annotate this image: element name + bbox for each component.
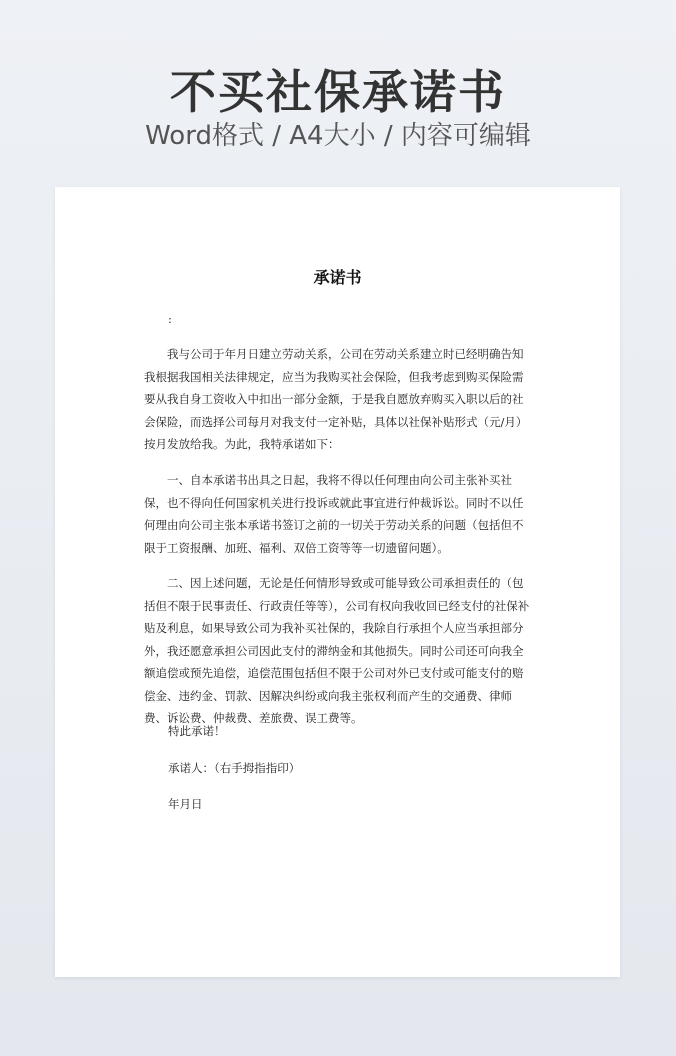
document-page	[55, 187, 620, 977]
document-salutation: :	[168, 312, 172, 326]
date-line: 年月日	[168, 797, 203, 811]
paragraph-two: 二、因上述问题，无论是任何情形导致或可能导致公司承担责任的（包括但不限于民事责任、行政责任等等），公司有权向我收回已经支付的社保补贴及利息，如果导致公司为我补买社保的，我除自行承担个人应当承担部分外，我还愿意承担公司因此支付的滞纳金和其他损失。同时公司还可向我全额追偿或预先追偿，追偿范围包括但不限于公司对外已支付或可能支付的赔偿金、违约金、罚款、因解决纠纷或向我主张权利而产生的交通费、律师费、诉讼费、仲裁费、差旅费、误工费等。	[144, 576, 530, 725]
paragraph-intro: 我与公司于年月日建立劳动关系，公司在劳动关系建立时已经明确告知我根据我国相关法律规定，应当为我购买社会保险，但我考虑到购买保险需要从我自身工资收入中扣出一部分金额，于是我自愿放弃购买入职以后的社会保险，而选择公司每月对我支付一定补贴，具体以社保补贴形式（元/月）按月发放给我。为此，我特承诺如下：	[144, 347, 528, 451]
paragraph-one: 一、自本承诺书出具之日起，我将不得以任何理由向公司主张补买社保，也不得向任何国家机关进行投诉或就此事宜进行仲裁诉讼。同时不以任何理由向公司主张本承诺书签订之前的一切关于劳动关系的问题（包括但不限于工资报酬、加班、福利、双倍工资等等一切遗留问题）。	[144, 473, 524, 555]
page-subtitle: Word格式 / A4大小 / 内容可编辑	[145, 121, 531, 151]
page-title: 不买社保承诺书	[170, 65, 506, 119]
signer-line: 承诺人：（右手拇指指印）	[168, 761, 301, 775]
document-title: 承诺书	[313, 268, 362, 287]
header-banner	[0, 0, 676, 186]
closing-text: 特此承诺！	[168, 724, 226, 738]
